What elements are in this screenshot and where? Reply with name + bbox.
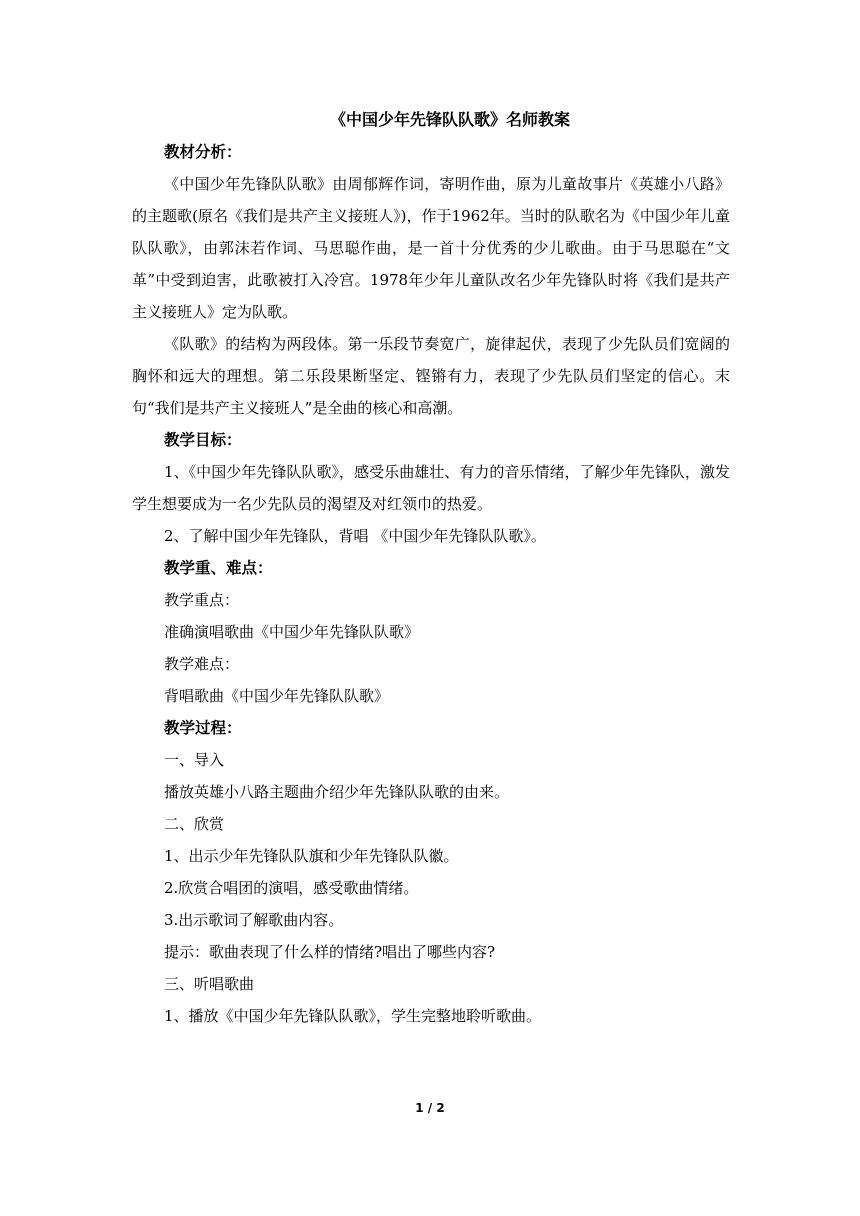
difficulty-text: 背唱歌曲《中国少年先锋队队歌》 — [164, 687, 390, 705]
step-2-item-2: 2.欣赏合唱团的演唱，感受歌曲情绪。 — [164, 879, 419, 897]
step-2-title: 二、欣赏 — [164, 815, 225, 833]
step-3-title: 三、听唱歌曲 — [164, 975, 255, 993]
key-point-label: 教学重点： — [164, 591, 240, 609]
page-number: 1 / 2 — [415, 1101, 445, 1115]
analysis-heading: 教材分析： — [164, 142, 242, 161]
step-2-item-1: 1、出示少年先锋队队旗和少年先锋队队徽。 — [164, 847, 459, 865]
document-content — [130, 104, 730, 1032]
step-1-text: 播放英雄小八路主题曲介绍少年先锋队队歌的由来。 — [164, 783, 510, 801]
process-heading: 教学过程： — [164, 718, 242, 737]
key-points-heading: 教学重、难点： — [164, 558, 273, 577]
step-3-item-1: 1、播放《中国少年先锋队队歌》，学生完整地聆听歌曲。 — [164, 1007, 542, 1025]
goal-item-2: 2、了解中国少年先锋队，背唱 《中国少年先锋队队歌》。 — [164, 527, 546, 545]
analysis-paragraph-2: 《队歌》的结构为两段体。第一乐段节奏宽广，旋律起伏，表现了少先队员们宽阔的胸怀和远大的理想。第二乐段果断坚定、铿锵有力，表现了少先队员们坚定的信心。末句“我们是共产主义接班人”是全曲的核心和高潮。 — [132, 335, 730, 417]
step-2-item-3: 3.出示歌词了解歌曲内容。 — [164, 911, 344, 929]
analysis-paragraph-1: 《中国少年先锋队队歌》由周郁辉作词，寄明作曲，原为儿童故事片《英雄小八路》的主题歌(原名《我们是共产主义接班人》)，作于1962年。当时的队歌名为《中国少年儿童队队歌》，由郭沫若作词、马思聪作曲，是一首十分优秀的少儿歌曲。由于马思聪在“文革”中受到迫害，此歌被打入冷宫。1978年少年儿童队改名少年先锋队时将《我们是共产主义接班人》定为队歌。 — [132, 175, 730, 321]
page-title: 《中国少年先锋队队歌》名师教案 — [329, 110, 570, 129]
key-point-text: 准确演唱歌曲《中国少年先锋队队歌》 — [164, 623, 420, 641]
step-1-title: 一、导入 — [164, 751, 225, 769]
goals-heading: 教学目标： — [164, 430, 242, 449]
difficulty-label: 教学难点： — [164, 655, 240, 673]
step-2-hint: 提示：歌曲表现了什么样的情绪?唱出了哪些内容? — [164, 943, 496, 961]
goal-item-1: 1、《中国少年先锋队队歌》，感受乐曲雄壮、有力的音乐情绪，了解少年先锋队，激发学生想要成为一名少先队员的渴望及对红领巾的热爱。 — [132, 463, 730, 513]
